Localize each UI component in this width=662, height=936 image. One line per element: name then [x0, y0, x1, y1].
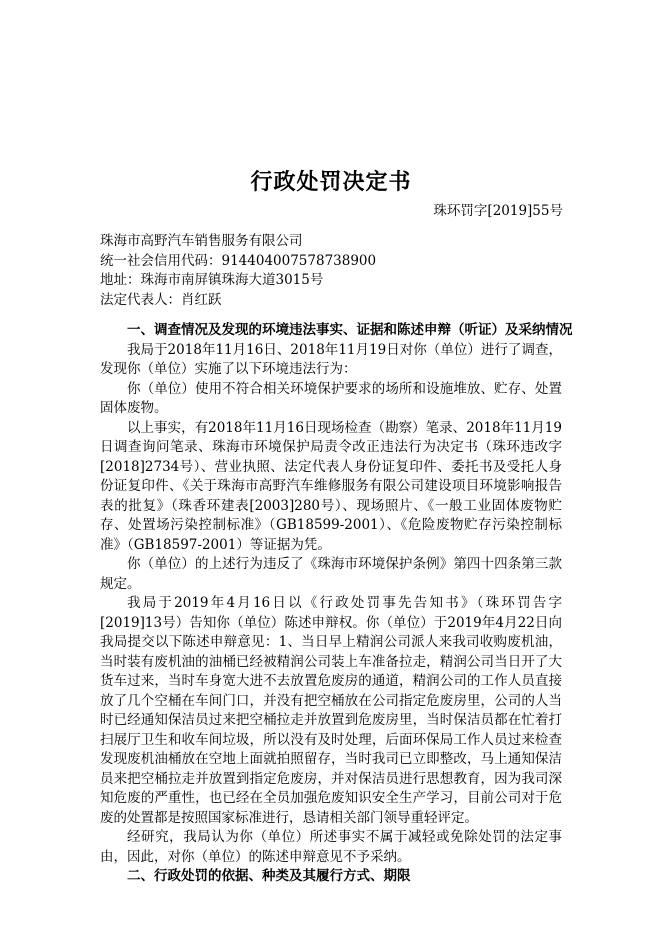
- document-title: 行政处罚决定书: [250, 170, 412, 195]
- paragraph: 你（单位）使用不符合相关环境保护要求的场所和设施堆放、贮存、处置固体废物。: [100, 380, 562, 416]
- document-number: 珠环罚字[2019]55号: [433, 203, 563, 219]
- paragraph: 你（单位）的上述行为违反了《珠海市环境保护条例》第四十四条第三款规定。: [100, 556, 562, 592]
- party-info: [100, 232, 562, 310]
- paragraph: 经研究，我局认为你（单位）所述事实不属于减轻或免除处罚的法定事由，因此，对你（单位）的陈述申辩意见不予采纳。: [100, 829, 562, 865]
- section-heading-2: 二、行政处罚的依据、种类及其履行方式、期限: [127, 868, 411, 884]
- party-legal-representative: 法定代表人：肖红跃: [100, 291, 222, 308]
- paragraph: 我局于2018年11月16日、2018年11月19日对你（单位）进行了调查，发现你（单位）实施了以下环境违法行为：: [100, 341, 562, 377]
- paragraph: 我局于2019年4月16日以《行政处罚事先告知书》（珠环罚告字[2019]13号）告知你（单位）陈述申辩权。你（单位）于2019年4月22日向我局提交以下陈述申辩意见：1、当日早上精润公司派人来我司收购废机油，当时装有废机油的油桶已经被精润公司装上车准备拉走，精润公司当日开了大货车过来，当时车身宽大进不去放置危废房的通道，精润公司的工作人员直接放了几个空桶在车间门口，并没有把空桶放在公司指定危废房里，公司的人当时已经通知保洁员过来把空桶拉走并放置到危废房里，当时保洁员都在忙着打扫展厅卫生和收车间垃圾，所以没有及时处理，后面环保局工作人员过来检查发现废机油桶放在空地上面就拍照留存，当时我司已立即整改，马上通知保洁员来把空桶拉走并放置到指定危废房，并对保洁员进行思想教育，因为我司深知危废的严重性，也已经在全员加强危废知识安全生产学习，目前公司对于危废的处置都是按照国家标准进行，恳请相关部门领导重轻评定。: [100, 595, 562, 826]
- party-name: 珠海市高野汽车销售服务有限公司: [100, 233, 303, 249]
- paragraph: 以上事实，有2018年11月16日现场检查（勘察）笔录、2018年11月19日调查询问笔录、珠海市环境保护局责令改正违法行为决定书（珠环违改字[2018]2734号）、营业执照、法定代表人身份证复印件、委托书及受托人身份证复印件、《关于珠海市高野汽车维修服务有限公司建设项目环境影响报告表的批复》（珠香环建表[2003]280号）、现场照片、《一般工业固体废物贮存、处置场污染控制标准》（GB18599-2001）、《危险废物贮存污染控制标准》（GB18597-2001）等证据为凭。: [100, 419, 562, 553]
- document-body: [100, 321, 573, 887]
- party-credit-code: 统一社会信用代码：914404007578738900: [100, 252, 377, 269]
- party-address: 地址：珠海市南屏镇珠海大道3015号: [100, 272, 324, 288]
- section-heading-1: 一、调查情况及发现的环境违法事实、证据和陈述申辩（听证）及采纳情况: [127, 322, 573, 338]
